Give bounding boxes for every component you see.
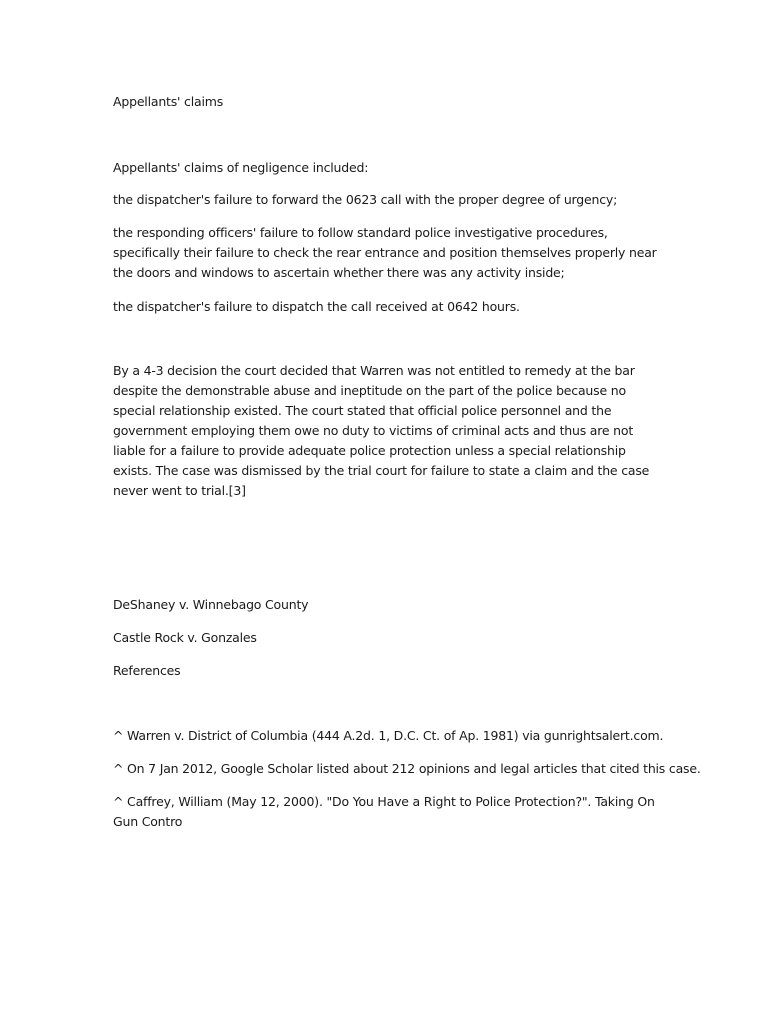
decision-paragraph: By a 4-3 decision the court decided that Warren was not entitled to remedy at the bar despite the demonstrable abuse and ineptitude on the part of the police because no special relationship existed. The court stated that official police personnel and the government employing them owe no duty to victims of criminal acts and thus are not liable for a failure to provide adequate police protection unless a special relationship exists. The case was dismissed by the trial court for failure to state a claim and the case never went to trial.[3] xyxy=(113,363,650,498)
claims-intro: Appellants' claims of negligence included: xyxy=(113,160,369,175)
reference-item-3: ^ Caffrey, William (May 12, 2000). "Do You Have a Right to Police Protection?". Taking On Gun Contro xyxy=(113,794,655,829)
references-heading: References xyxy=(113,663,181,678)
claim-item-3: the dispatcher's failure to dispatch the call received at 0642 hours. xyxy=(113,299,520,314)
reference-item-1: ^ Warren v. District of Columbia (444 A.2d. 1, D.C. Ct. of Ap. 1981) via gunrightsalert.com. xyxy=(113,728,664,743)
see-also-item-2: Castle Rock v. Gonzales xyxy=(113,630,257,645)
claim-item-1: the dispatcher's failure to forward the 0623 call with the proper degree of urgency; xyxy=(113,192,618,207)
see-also-item-1: DeShaney v. Winnebago County xyxy=(113,597,309,612)
reference-item-2: ^ On 7 Jan 2012, Google Scholar listed about 212 opinions and legal articles that cited this case. xyxy=(113,761,701,776)
claim-item-2: the responding officers' failure to follow standard police investigative procedures, specifically their failure to check the rear entrance and position themselves properly near the doors and windows to ascertain whether there was any activity inside; xyxy=(113,225,657,280)
section-heading-appellants-claims: Appellants' claims xyxy=(113,94,224,109)
